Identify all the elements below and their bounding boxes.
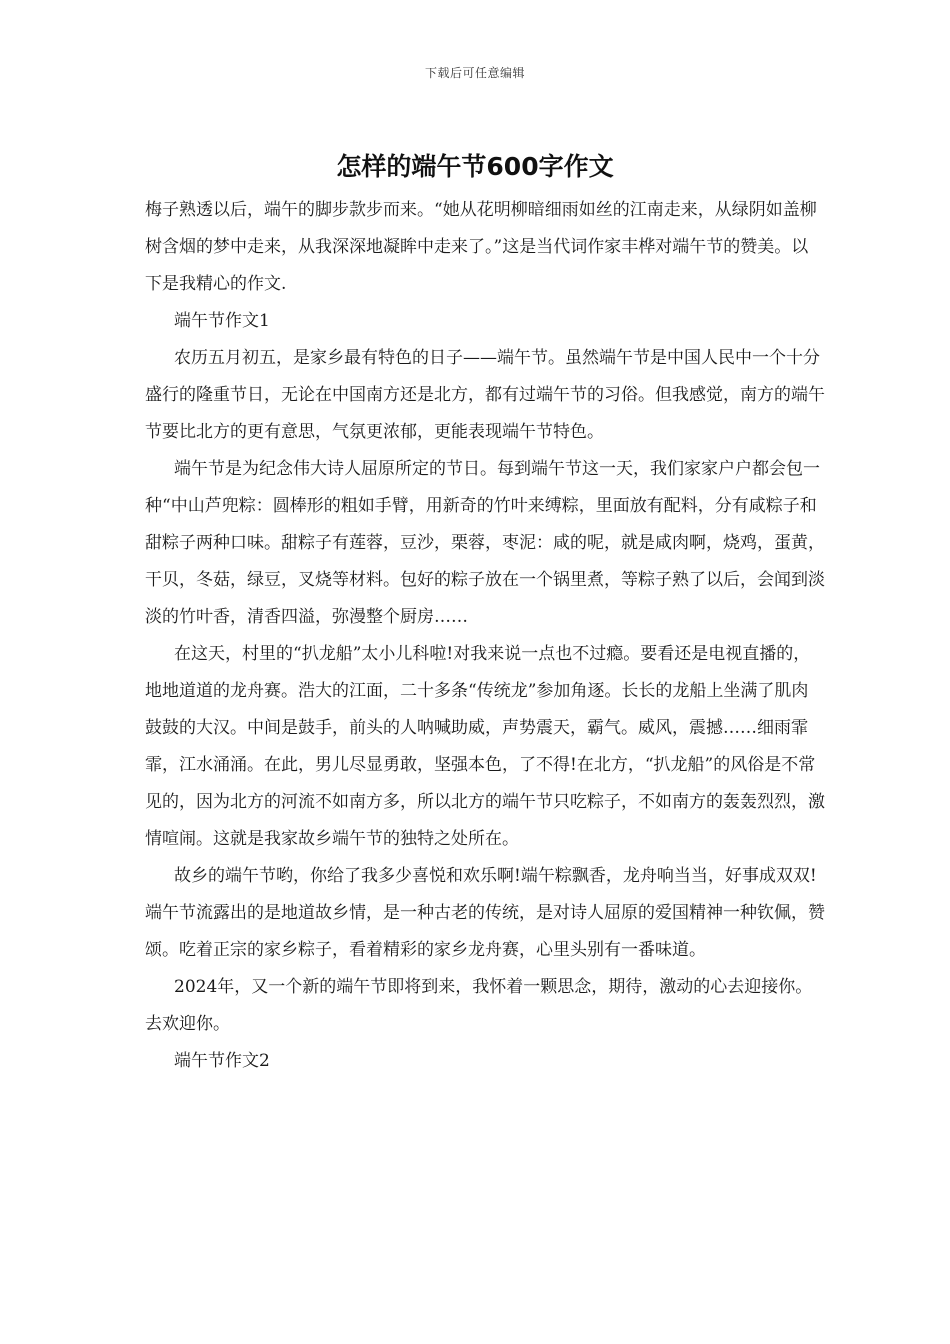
document-body xyxy=(145,192,825,1080)
body-paragraph: 2024年，又一个新的端午节即将到来，我怀着一颗思念，期待，激动的心去迎接你。去欢迎你。 xyxy=(145,977,813,1034)
document-title: 怎样的端午节600字作文 xyxy=(336,152,614,181)
body-paragraph: 在这天，村里的“扒龙船”太小儿科啦!对我来说一点也不过瘾。要看还是电视直播的，地地道道的龙舟赛。浩大的江面，二十多条“传统龙”参加角逐。长长的龙船上坐满了肌肉鼓鼓的大汉。中间是鼓手，前头的人呐喊助威，声势震天，霸气。威风，震撼……细雨霏霏，江水涌涌。在此，男儿尽显勇敢，坚强本色，了不得!在北方，“扒龙船”的风俗是不常见的，因为北方的河流不如南方多，所以北方的端午节只吃粽子，不如南方的轰轰烈烈，激情喧闹。这就是我家故乡端午节的独特之处所在。 xyxy=(145,644,825,849)
page-header-note: 下载后可任意编辑 xyxy=(424,66,525,80)
intro-paragraph: 梅子熟透以后，端午的脚步款步而来。“她从花明柳暗细雨如丝的江南走来，从绿阴如盖柳树含烟的梦中走来，从我深深地凝眸中走来了。”这是当代词作家丰桦对端午节的赞美。以下是我精心的作文. xyxy=(145,200,817,294)
section-heading-essay-1: 端午节作文1 xyxy=(174,311,270,331)
body-paragraph: 农历五月初五，是家乡最有特色的日子——端午节。虽然端午节是中国人民中一个十分盛行的隆重节日，无论在中国南方还是北方，都有过端午节的习俗。但我感觉，南方的端午节要比北方的更有意思，气氛更浓郁，更能表现端午节特色。 xyxy=(145,348,825,442)
body-paragraph: 故乡的端午节哟，你给了我多少喜悦和欢乐啊!端午粽飘香，龙舟响当当，好事成双双!端午节流露出的是地道故乡情，是一种古老的传统，是对诗人屈原的爱国精神一种钦佩，赞颂。吃着正宗的家乡粽子，看着精彩的家乡龙舟赛，心里头别有一番味道。 xyxy=(145,866,825,960)
section-heading-essay-2: 端午节作文2 xyxy=(174,1051,270,1071)
body-paragraph: 端午节是为纪念伟大诗人屈原所定的节日。每到端午节这一天，我们家家户户都会包一种“中山芦兜粽：圆棒形的粗如手臂，用新奇的竹叶来缚粽，里面放有配料，分有咸粽子和甜粽子两种口味。甜粽子有莲蓉，豆沙，栗蓉，枣泥：咸的呢，就是咸肉啊，烧鸡，蛋黄，干贝，冬菇，绿豆，叉烧等材料。包好的粽子放在一个锅里煮，等粽子熟了以后，会闻到淡淡的竹叶香，清香四溢，弥漫整个厨房…… xyxy=(145,459,825,627)
